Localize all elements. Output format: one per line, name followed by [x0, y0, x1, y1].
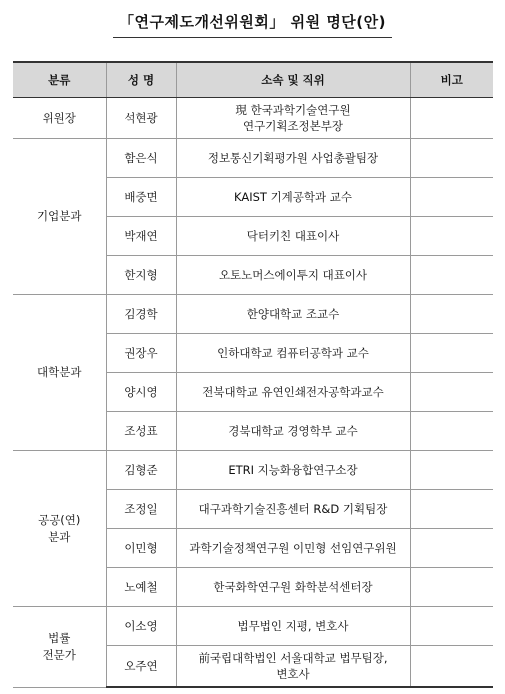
member-note [410, 412, 493, 451]
member-name: 배중면 [106, 178, 176, 217]
member-note [410, 178, 493, 217]
member-note [410, 295, 493, 334]
member-affiliation: 現 한국과학기술연구원 연구기획조정본부장 [176, 98, 410, 139]
member-affiliation: 닥터키친 대표이사 [176, 217, 410, 256]
member-note [410, 217, 493, 256]
member-name: 권장우 [106, 334, 176, 373]
category-cell: 대학분과 [13, 295, 106, 451]
member-name: 이소영 [106, 607, 176, 646]
member-note [410, 646, 493, 688]
member-name: 김형준 [106, 451, 176, 490]
table-row [13, 607, 493, 646]
member-name: 김경학 [106, 295, 176, 334]
member-affiliation: 전북대학교 유연인쇄전자공학과교수 [176, 373, 410, 412]
table-row [13, 139, 493, 178]
member-note [410, 256, 493, 295]
member-note [410, 568, 493, 607]
member-affiliation: 대구과학기술진흥센터 R&D 기획팀장 [176, 490, 410, 529]
member-note [410, 529, 493, 568]
member-affiliation: ETRI 지능화융합연구소장 [176, 451, 410, 490]
title-wrap [0, 8, 505, 38]
member-affiliation: 前국립대학법인 서울대학교 법무팀장, 변호사 [176, 646, 410, 688]
table-row [13, 98, 493, 139]
header-affiliation: 소속 및 직위 [176, 62, 410, 98]
document-title: 「연구제도개선위원회」 위원 명단(안) [113, 8, 392, 38]
member-affiliation: 과학기술정책연구원 이민형 선임연구위원 [176, 529, 410, 568]
member-affiliation: 경북대학교 경영학부 교수 [176, 412, 410, 451]
member-name: 오주연 [106, 646, 176, 688]
member-name: 한지형 [106, 256, 176, 295]
member-affiliation: 오토노머스에이투지 대표이사 [176, 256, 410, 295]
member-name: 석현광 [106, 98, 176, 139]
table-row [13, 451, 493, 490]
member-note [410, 373, 493, 412]
member-name: 함은식 [106, 139, 176, 178]
member-affiliation: 정보통신기획평가원 사업총괄팀장 [176, 139, 410, 178]
member-note [410, 98, 493, 139]
member-name: 이민형 [106, 529, 176, 568]
member-note [410, 334, 493, 373]
member-name: 조성표 [106, 412, 176, 451]
header-note: 비고 [410, 62, 493, 98]
member-affiliation: 한양대학교 조교수 [176, 295, 410, 334]
member-note [410, 490, 493, 529]
header-name: 성 명 [106, 62, 176, 98]
committee-roster-table [13, 61, 493, 688]
header-category: 분류 [13, 62, 106, 98]
table-row [13, 295, 493, 334]
category-cell: 법률 전문가 [13, 607, 106, 688]
member-note [410, 451, 493, 490]
member-affiliation: 법무법인 지평, 변호사 [176, 607, 410, 646]
member-name: 박재연 [106, 217, 176, 256]
member-name: 양시영 [106, 373, 176, 412]
category-cell: 위원장 [13, 98, 106, 139]
member-affiliation: 인하대학교 컴퓨터공학과 교수 [176, 334, 410, 373]
category-cell: 공공(연) 분과 [13, 451, 106, 607]
member-note [410, 607, 493, 646]
member-affiliation: 한국화학연구원 화학분석센터장 [176, 568, 410, 607]
category-cell: 기업분과 [13, 139, 106, 295]
member-note [410, 139, 493, 178]
header-row [13, 62, 493, 98]
member-name: 노예철 [106, 568, 176, 607]
member-name: 조정일 [106, 490, 176, 529]
member-affiliation: KAIST 기계공학과 교수 [176, 178, 410, 217]
